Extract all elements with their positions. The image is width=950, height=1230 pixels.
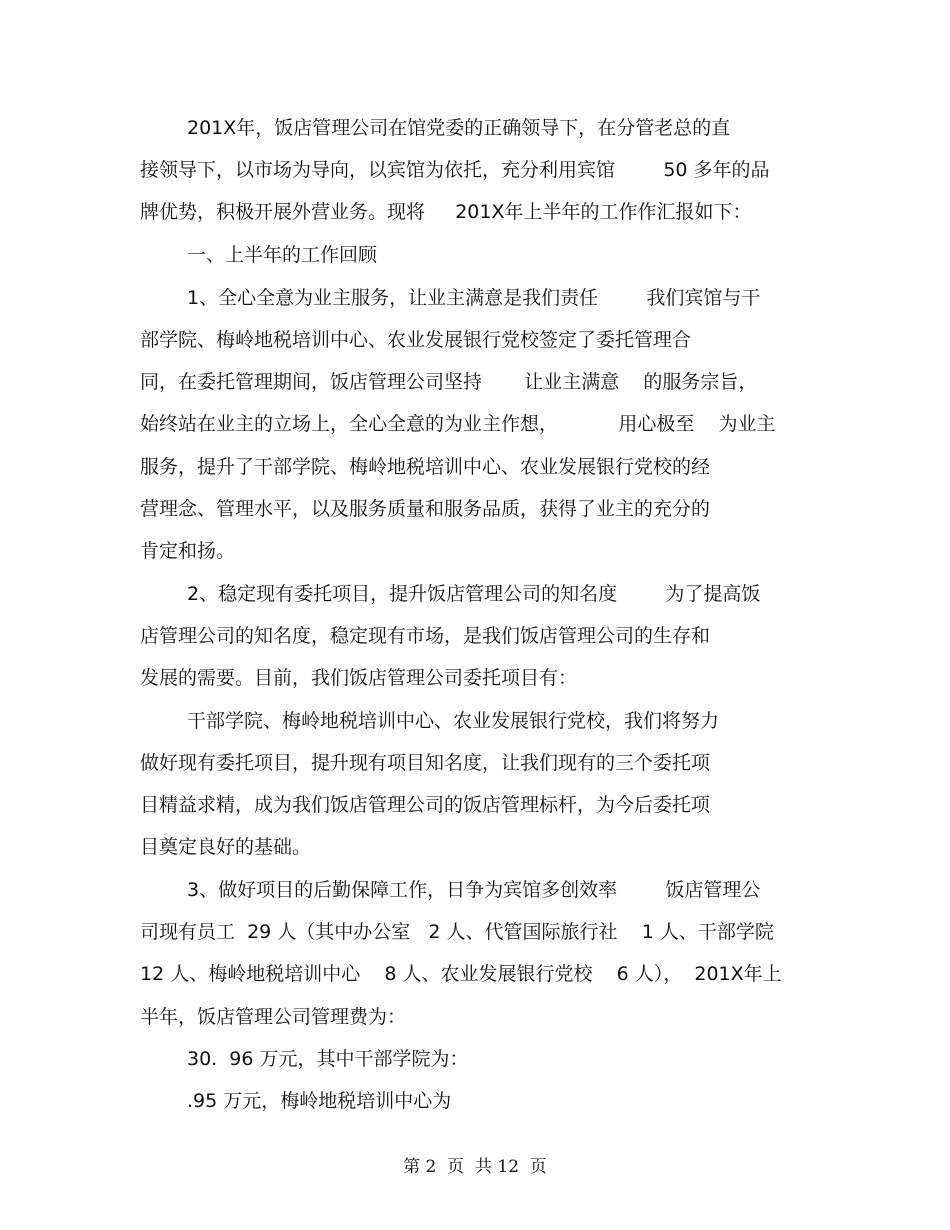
paragraph-line: 始终站在业主的立场上，全心全意的为业主作想， 用心极至 为业主 — [140, 413, 776, 435]
paragraph-line: 肯定和扬。 — [140, 540, 236, 562]
paragraph-line: 服务，提升了干部学院、梅岭地税培训中心、农业发展银行党校的经 — [140, 456, 711, 478]
paragraph-line: 店管理公司的知名度，稳定现有市场，是我们饭店管理公司的生存和 — [140, 625, 711, 647]
paragraph-line: 营理念、管理水平，以及服务质量和服务品质，获得了业主的充分的 — [140, 498, 711, 520]
page-number-footer: 第 2 页 共 12 页 — [403, 1157, 547, 1177]
paragraph-line: 目奠定良好的基础。 — [140, 836, 312, 858]
section-heading: 一、上半年的工作回顾 — [187, 244, 378, 266]
paragraph-line: 3、做好项目的后勤保障工作，日争为宾馆多创效率 饭店管理公 — [187, 879, 761, 901]
paragraph-line: 目精益求精，成为我们饭店管理公司的饭店管理标杆，为今后委托项 — [140, 794, 711, 816]
paragraph-line: 做好现有委托项目，提升现有项目知名度，让我们现有的三个委托项 — [140, 752, 711, 774]
paragraph-line: 部学院、梅岭地税培训中心、农业发展银行党校签定了委托管理合 — [140, 329, 692, 351]
paragraph-line: 30. 96 万元，其中干部学院为： — [187, 1048, 469, 1070]
paragraph-line: 牌优势，积极开展外营业务。现将 201X年上半年的工作作汇报如下： — [140, 201, 752, 223]
paragraph-line: 1、全心全意为业主服务，让业主满意是我们责任 我们宾馆与干 — [187, 287, 761, 309]
paragraph-line: 201X年，饭店管理公司在馆党委的正确领导下，在分管老总的直 — [187, 117, 731, 139]
paragraph-line: 发展的需要。目前，我们饭店管理公司委托项目有： — [140, 667, 578, 689]
paragraph-line: 接领导下，以市场为导向，以宾馆为依托，充分利用宾馆 50 多年的品 — [140, 159, 770, 181]
paragraph-line: 2、稳定现有委托项目，提升饭店管理公司的知名度 为了提高饭 — [187, 583, 761, 605]
paragraph-line: 半年，饭店管理公司管理费为： — [140, 1006, 407, 1028]
paragraph-line: 干部学院、梅岭地税培训中心、农业发展银行党校，我们将努力 — [187, 710, 720, 732]
paragraph-line: 司现有员工 29 人（其中办公室 2 人、代管国际旅行社 1 人、干部学院 — [140, 921, 774, 943]
paragraph-line: 12 人、梅岭地税培训中心 8 人、农业发展银行党校 6 人）， 201X年上 — [140, 963, 782, 985]
paragraph-line: 同，在委托管理期间，饭店管理公司坚持 让业主满意 的服务宗旨， — [140, 371, 758, 393]
paragraph-line: .95 万元，梅岭地税培训中心为 — [187, 1090, 452, 1112]
